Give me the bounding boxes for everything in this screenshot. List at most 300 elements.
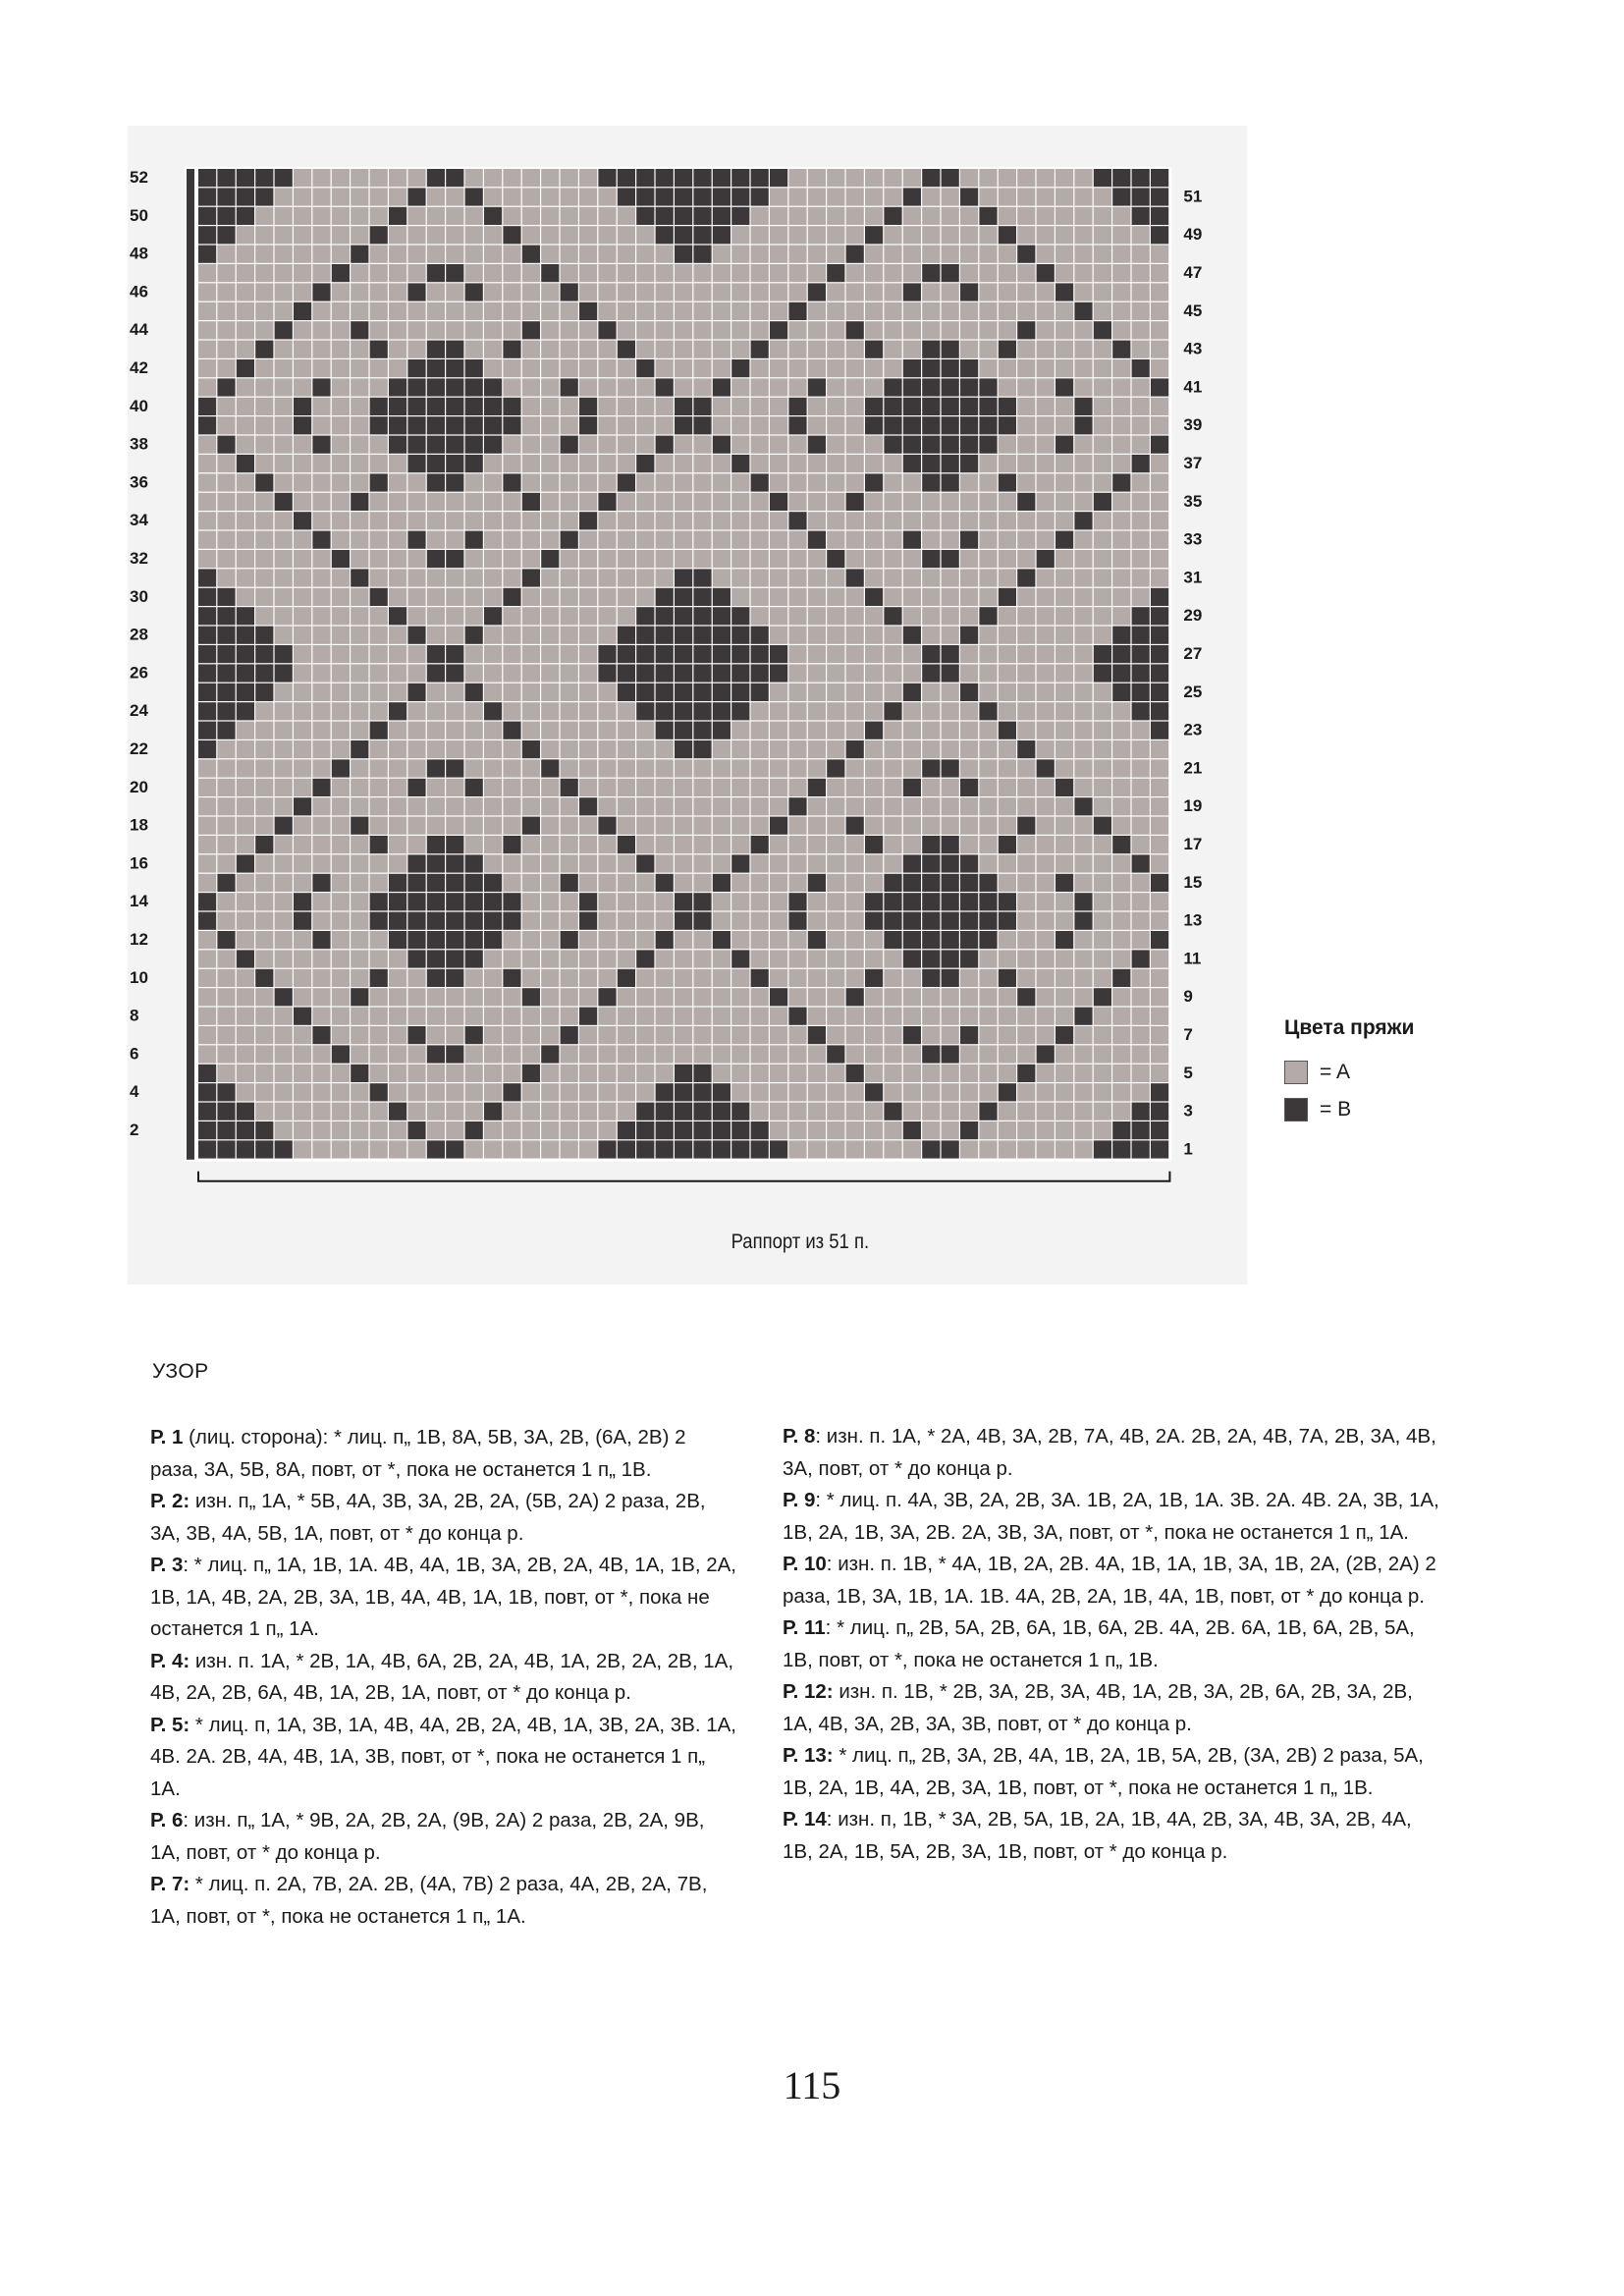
chart-cell [446, 912, 463, 930]
chart-cell [1037, 645, 1055, 663]
chart-cell [1132, 1045, 1150, 1063]
chart-cell [731, 455, 749, 472]
chart-cell [865, 1065, 883, 1082]
chart-cell [731, 627, 749, 644]
chart-cell [846, 416, 864, 434]
chart-cell [979, 627, 997, 644]
chart-cell [294, 1065, 311, 1082]
chart-cell [1151, 683, 1168, 701]
chart-cell [922, 874, 940, 892]
chart-cell [1017, 893, 1035, 910]
chart-cell [1094, 1045, 1111, 1063]
chart-cell [598, 893, 616, 910]
chart-cell [370, 779, 388, 796]
chart-cell [294, 398, 311, 415]
chart-cell [770, 759, 787, 777]
chart-cell [770, 988, 787, 1006]
chart-cell [427, 1008, 445, 1025]
chart-cell [979, 1103, 997, 1121]
chart-cell [865, 283, 883, 301]
chart-cell [903, 1103, 921, 1121]
chart-cell [693, 398, 711, 415]
chart-cell [503, 416, 520, 434]
chart-cell [865, 321, 883, 339]
chart-cell [846, 207, 864, 225]
chart-cell [427, 550, 445, 568]
chart-cell [675, 759, 692, 777]
chart-cell [1132, 455, 1150, 472]
chart-cell [846, 627, 864, 644]
chart-cell [198, 950, 216, 967]
chart-cell [198, 359, 216, 377]
chart-cell [1094, 398, 1111, 415]
chart-cell [675, 226, 692, 244]
chart-cell [579, 912, 597, 930]
chart-cell [1094, 893, 1111, 910]
chart-cell [484, 607, 502, 625]
chart-cell [465, 207, 483, 225]
chart-cell [865, 341, 883, 358]
chart-cell [217, 836, 235, 853]
chart-cell [484, 169, 502, 187]
chart-cell [332, 607, 350, 625]
chart-cell [675, 740, 692, 758]
chart-cell [808, 493, 826, 511]
chart-cell [903, 1121, 921, 1139]
chart-cell [865, 722, 883, 739]
chart-cell [618, 1121, 635, 1139]
chart-cell [1017, 302, 1035, 320]
chart-cell [1017, 969, 1035, 987]
chart-cell [407, 950, 425, 967]
chart-cell [922, 836, 940, 853]
chart-cell [922, 627, 940, 644]
chart-cell [332, 283, 350, 301]
chart-cell [598, 207, 616, 225]
chart-cell [656, 283, 674, 301]
chart-cell [922, 950, 940, 967]
chart-cell [561, 588, 578, 606]
chart-cell [827, 1140, 844, 1158]
chart-cell [1056, 1026, 1073, 1044]
chart-cell [312, 1026, 330, 1044]
chart-cell [1074, 321, 1092, 339]
chart-cell [731, 188, 749, 205]
chart-cell [922, 740, 940, 758]
chart-cell [960, 817, 978, 835]
chart-cell [942, 1140, 959, 1158]
chart-cell [465, 588, 483, 606]
chart-cell [942, 1045, 959, 1063]
chart-cell [846, 283, 864, 301]
chart-cell [960, 607, 978, 625]
chart-cell [865, 779, 883, 796]
chart-cell [389, 607, 406, 625]
chart-cell [351, 779, 368, 796]
chart-cell [618, 378, 635, 396]
chart-cell [332, 950, 350, 967]
chart-cell [731, 874, 749, 892]
chart-cell [751, 1026, 769, 1044]
chart-cell [198, 1026, 216, 1044]
chart-cell [370, 702, 388, 720]
chart-cell [827, 1026, 844, 1044]
chart-cell [1094, 817, 1111, 835]
chart-cell [788, 683, 806, 701]
chart-cell [960, 1045, 978, 1063]
chart-cell [808, 969, 826, 987]
chart-cell [332, 759, 350, 777]
chart-cell [312, 836, 330, 853]
row-instruction: Р. 2: изн. п„ 1А, * 5В, 4А, 3В, 3А, 2В, 2А, (5В, 2А) 2 раза, 2В, 3А, 3В, 4А, 5В, 1А, повт, от * до конца р. [150, 1490, 706, 1545]
chart-cell [942, 1026, 959, 1044]
chart-cell [370, 797, 388, 815]
chart-cell [598, 722, 616, 739]
chart-cell [1132, 569, 1150, 586]
chart-cell [579, 188, 597, 205]
chart-cell [522, 1121, 540, 1139]
chart-cell [942, 722, 959, 739]
chart-cell [255, 836, 273, 853]
chart-cell [731, 797, 749, 815]
chart-cell [788, 817, 806, 835]
chart-cell [465, 645, 483, 663]
chart-cell [217, 627, 235, 644]
chart-cell [407, 378, 425, 396]
chart-cell [960, 931, 978, 949]
chart-cell [808, 283, 826, 301]
chart-cell [294, 341, 311, 358]
chart-cell [255, 1140, 273, 1158]
chart-cell [713, 722, 731, 739]
chart-cell [332, 398, 350, 415]
chart-cell [1132, 264, 1150, 282]
chart-cell [827, 969, 844, 987]
chart-cell [636, 188, 654, 205]
chart-cell [865, 416, 883, 434]
chart-cell [255, 931, 273, 949]
chart-cell [579, 607, 597, 625]
chart-cell [598, 246, 616, 263]
chart-cell [1151, 1103, 1168, 1121]
chart-cell [561, 1065, 578, 1082]
chart-cell [237, 169, 254, 187]
chart-cell [427, 531, 445, 549]
chart-cell [217, 569, 235, 586]
chart-cell [579, 531, 597, 549]
chart-cell [217, 169, 235, 187]
chart-cell [656, 627, 674, 644]
chart-cell [1074, 1121, 1092, 1139]
chart-cell [788, 321, 806, 339]
chart-cell [332, 854, 350, 872]
chart-cell [731, 779, 749, 796]
chart-cell [503, 378, 520, 396]
chart-cell [731, 1083, 749, 1101]
chart-cell [827, 683, 844, 701]
chart-cell [942, 359, 959, 377]
chart-cell [1037, 836, 1055, 853]
chart-cell [503, 283, 520, 301]
chart-cell [332, 893, 350, 910]
chart-cell [407, 169, 425, 187]
chart-cell [922, 341, 940, 358]
chart-cell [731, 1065, 749, 1082]
chart-cell [217, 874, 235, 892]
chart-cell [1151, 436, 1168, 454]
chart-cell [788, 436, 806, 454]
chart-cell [503, 740, 520, 758]
chart-cell [389, 321, 406, 339]
chart-cell [922, 702, 940, 720]
chart-cell [598, 493, 616, 511]
chart-cell [275, 664, 293, 682]
chart-cell [1056, 512, 1073, 529]
chart-cell [770, 969, 787, 987]
chart-cell [751, 188, 769, 205]
chart-cell [312, 436, 330, 454]
chart-cell [788, 645, 806, 663]
chart-cell [1017, 341, 1035, 358]
chart-cell [522, 264, 540, 282]
chart-cell [1074, 1103, 1092, 1121]
chart-cell [656, 969, 674, 987]
chart-cell [407, 1121, 425, 1139]
chart-cell [960, 398, 978, 415]
chart-cell [561, 512, 578, 529]
chart-cell [618, 912, 635, 930]
chart-cell [922, 607, 940, 625]
chart-cell [484, 1121, 502, 1139]
row-number-right: 11 [1183, 949, 1202, 968]
chart-cell [788, 1103, 806, 1121]
chart-cell [713, 569, 731, 586]
chart-cell [389, 702, 406, 720]
chart-cell [903, 436, 921, 454]
chart-cell [294, 1121, 311, 1139]
chart-cell [198, 969, 216, 987]
chart-cell [198, 226, 216, 244]
chart-cell [1074, 1008, 1092, 1025]
chart-cell [618, 283, 635, 301]
chart-cell [618, 473, 635, 491]
chart-cell [351, 512, 368, 529]
chart-cell [503, 1083, 520, 1101]
chart-cell [446, 607, 463, 625]
chart-cell [465, 493, 483, 511]
chart-cell [884, 207, 901, 225]
chart-cell [1151, 264, 1168, 282]
chart-cell [788, 627, 806, 644]
chart-cell [1074, 493, 1092, 511]
chart-cell [579, 455, 597, 472]
chart-cell [427, 664, 445, 682]
chart-cell [865, 169, 883, 187]
chart-cell [1112, 988, 1130, 1006]
chart-cell [522, 1065, 540, 1082]
chart-cell [884, 341, 901, 358]
chart-cell [332, 1008, 350, 1025]
chart-cell [1017, 683, 1035, 701]
chart-cell [522, 321, 540, 339]
chart-cell [561, 607, 578, 625]
chart-cell [751, 169, 769, 187]
chart-cell [656, 1083, 674, 1101]
chart-cell [1132, 473, 1150, 491]
chart-cell [446, 321, 463, 339]
chart-cell [960, 950, 978, 967]
chart-cell [255, 1083, 273, 1101]
chart-cell [561, 341, 578, 358]
chart-cell [675, 817, 692, 835]
chart-cell [1112, 169, 1130, 187]
chart-cell [731, 912, 749, 930]
row-number-left: 34 [130, 511, 148, 530]
chart-cell [389, 797, 406, 815]
chart-cell [370, 569, 388, 586]
chart-cell [999, 607, 1016, 625]
chart-cell [656, 664, 674, 682]
chart-cell [255, 702, 273, 720]
chart-cell [751, 988, 769, 1006]
chart-cell [1112, 740, 1130, 758]
chart-cell [1151, 359, 1168, 377]
instructions-left-column [150, 1422, 739, 1933]
chart-cell [751, 950, 769, 967]
color-b-swatch [1284, 1098, 1308, 1121]
chart-cell [1132, 378, 1150, 396]
chart-cell [237, 493, 254, 511]
chart-cell [1132, 645, 1150, 663]
chart-cell [865, 188, 883, 205]
chart-cell [1132, 702, 1150, 720]
chart-cell [922, 455, 940, 472]
chart-cell [332, 740, 350, 758]
chart-cell [960, 893, 978, 910]
chart-cell [636, 854, 654, 872]
chart-cell [503, 854, 520, 872]
chart-cell [1037, 283, 1055, 301]
chart-cell [370, 645, 388, 663]
chart-cell [618, 188, 635, 205]
chart-cell [884, 550, 901, 568]
chart-cell [598, 1121, 616, 1139]
chart-cell [389, 854, 406, 872]
chart-cell [1056, 950, 1073, 967]
chart-cell [656, 550, 674, 568]
chart-cell [1094, 931, 1111, 949]
chart-cell [312, 1045, 330, 1063]
chart-cell [503, 645, 520, 663]
chart-cell [237, 950, 254, 967]
chart-cell [1017, 283, 1035, 301]
chart-cell [598, 627, 616, 644]
chart-cell [294, 569, 311, 586]
chart-cell [598, 779, 616, 796]
chart-cell [808, 950, 826, 967]
chart-cell [979, 531, 997, 549]
chart-cell [846, 854, 864, 872]
chart-cell [446, 1103, 463, 1121]
chart-cell [1074, 550, 1092, 568]
chart-cell [541, 569, 559, 586]
chart-cell [275, 912, 293, 930]
chart-cell [465, 283, 483, 301]
chart-cell [389, 969, 406, 987]
chart-cell [503, 683, 520, 701]
chart-cell [484, 1065, 502, 1082]
chart-cell [427, 283, 445, 301]
chart-cell [332, 246, 350, 263]
chart-cell [503, 779, 520, 796]
chart-cell [808, 169, 826, 187]
chart-cell [618, 817, 635, 835]
chart-cell [237, 550, 254, 568]
chart-cell [1151, 550, 1168, 568]
chart-cell [561, 854, 578, 872]
chart-cell [217, 207, 235, 225]
chart-cell [294, 531, 311, 549]
chart-cell [808, 627, 826, 644]
chart-cell [237, 1103, 254, 1121]
chart-cell [942, 797, 959, 815]
chart-cell [332, 264, 350, 282]
chart-cell [579, 950, 597, 967]
chart-cell [1132, 722, 1150, 739]
chart-cell [808, 398, 826, 415]
chart-cell [884, 169, 901, 187]
chart-cell [693, 493, 711, 511]
chart-cell [598, 874, 616, 892]
chart-cell [865, 359, 883, 377]
chart-cell [731, 854, 749, 872]
chart-cell [618, 207, 635, 225]
chart-cell [541, 341, 559, 358]
chart-cell [1151, 874, 1168, 892]
chart-cell [427, 1103, 445, 1121]
chart-cell [675, 683, 692, 701]
chart-cell [198, 207, 216, 225]
chart-cell [541, 302, 559, 320]
chart-cell [1112, 1140, 1130, 1158]
chart-cell [1151, 702, 1168, 720]
chart-cell [942, 226, 959, 244]
chart-cell [1094, 302, 1111, 320]
chart-cell [1056, 283, 1073, 301]
chart-cell [1074, 341, 1092, 358]
chart-cell [960, 359, 978, 377]
chart-cell [846, 931, 864, 949]
chart-cell [656, 1140, 674, 1158]
chart-cell [351, 797, 368, 815]
chart-cell [827, 359, 844, 377]
chart-cell [1074, 664, 1092, 682]
chart-cell [1017, 836, 1035, 853]
chart-cell [922, 588, 940, 606]
chart-cell [1056, 645, 1073, 663]
chart-cell [446, 207, 463, 225]
chart-cell [484, 550, 502, 568]
chart-cell [465, 512, 483, 529]
chart-cell [713, 702, 731, 720]
chart-cell [237, 455, 254, 472]
row-instruction: Р. 1 (лиц. сторона): * лиц. п„ 1В, 8А, 5В, 3А, 2В, (6А, 2В) 2 раза, 3А, 5В, 8А, повт, от *, пока не останется 1 п„ 1В. [150, 1426, 686, 1481]
chart-cell [370, 550, 388, 568]
chart-cell [827, 341, 844, 358]
chart-cell [618, 1026, 635, 1044]
chart-cell [1132, 759, 1150, 777]
chart-cell [656, 931, 674, 949]
